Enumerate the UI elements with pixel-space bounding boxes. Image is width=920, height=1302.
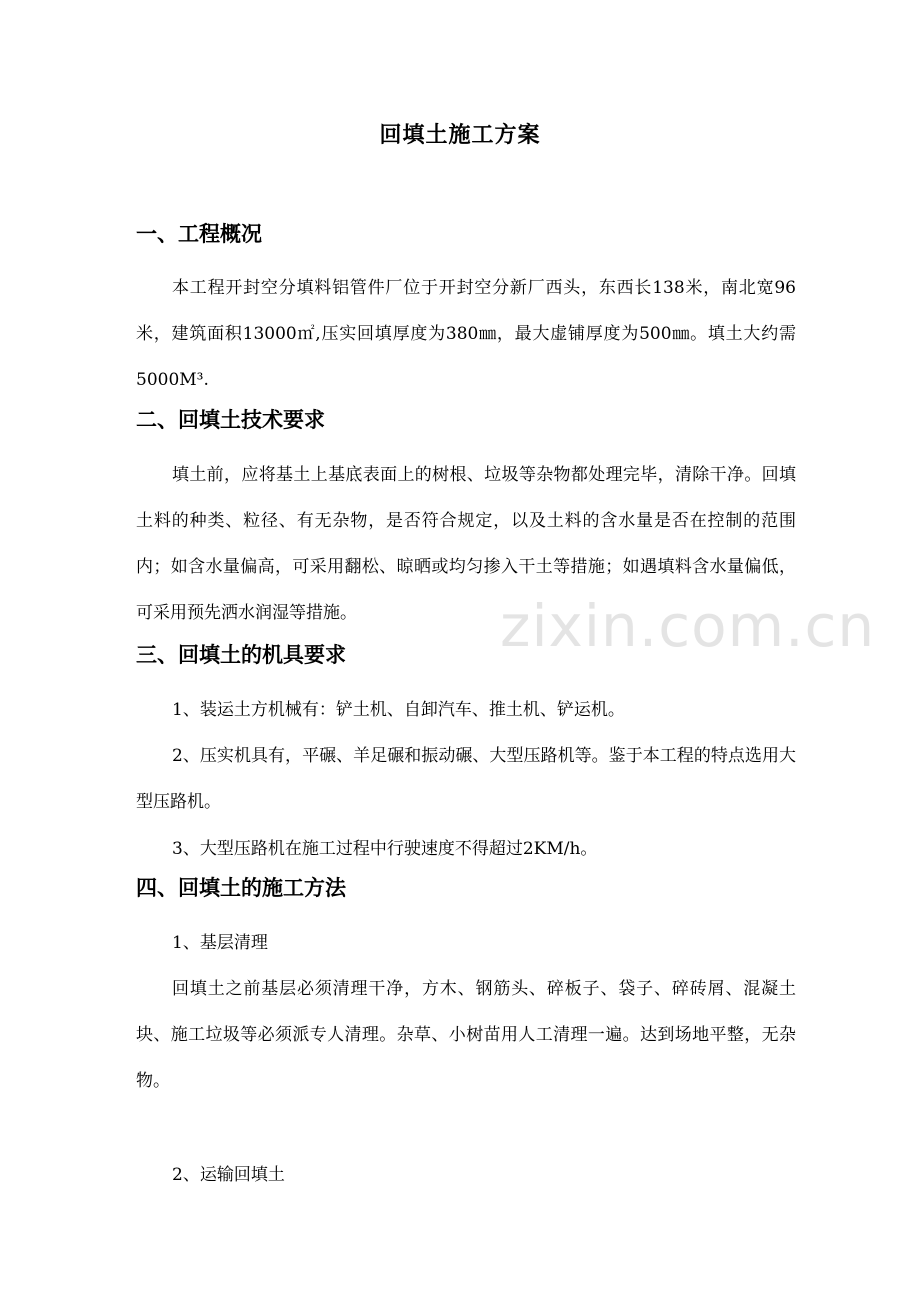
section-2-paragraph: 填土前，应将基土上基底表面上的树根、垃圾等杂物都处理完毕，清除干净。回填土料的种类、粒径、有无杂物，是否符合规定，以及土料的含水量是否在控制的范围内；如含水量偏高，可采用翻松、晾晒或均匀掺入干土等措施；如遇填料含水量偏低，可采用预先洒水润湿等措施。 [136,465,796,623]
watermark: zixin.com.cn [500,592,876,660]
section-3-item-2: 2、压实机具有，平碾、羊足碾和振动碾、大型压路机等。鉴于本工程的特点选用大型压路机。 [136,746,796,812]
section-3-item-1: 1、装运土方机械有：铲土机、自卸汽车、推土机、铲运机。 [172,700,625,720]
section-heading-2: 二、回填土技术要求 [136,408,325,432]
section-1-paragraph: 本工程开封空分填料铝管件厂位于开封空分新厂西头，东西长138米，南北宽96米，建筑面积13000㎡,压实回填厚度为380㎜，最大虚铺厚度为500㎜。填土大约需5000M³. [136,278,796,390]
section-heading-3: 三、回填土的机具要求 [136,643,346,667]
section-4-paragraph-1: 回填土之前基层必须清理干净，方木、钢筋头、碎板子、袋子、碎砖屑、混凝土块、施工垃圾等必须派专人清理。杂草、小树苗用人工清理一遍。达到场地平整，无杂物。 [136,979,796,1091]
section-4-subheading-2: 2、运输回填土 [172,1165,285,1185]
section-heading-4: 四、回填土的施工方法 [136,876,346,900]
section-heading-1: 一、工程概况 [136,222,262,246]
document-title: 回填土施工方案 [379,122,541,148]
section-4-subheading-1: 1、基层清理 [172,933,268,953]
section-3-item-3: 3、大型压路机在施工过程中行驶速度不得超过2KM/h。 [172,839,598,859]
